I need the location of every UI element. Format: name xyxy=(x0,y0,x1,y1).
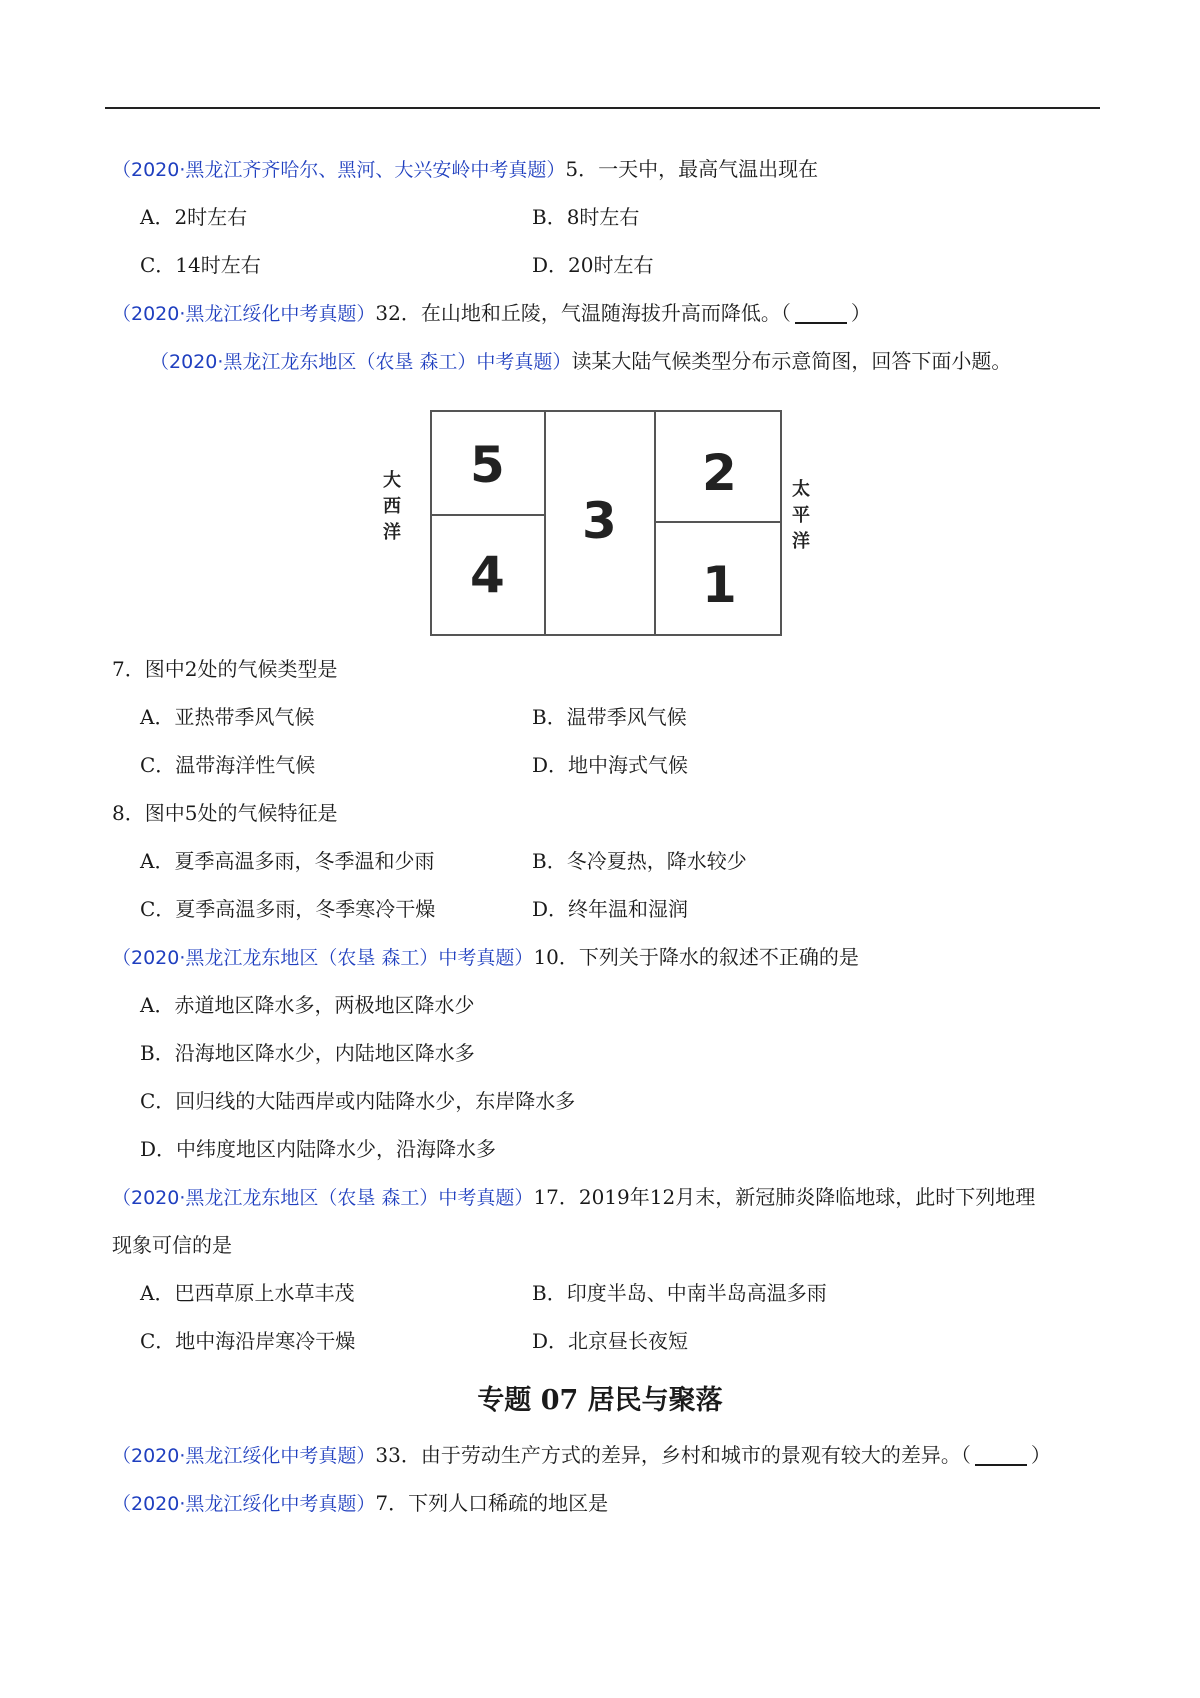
question-tail: ） xyxy=(1030,1443,1051,1467)
question-source: （2020·黑龙江龙东地区（农垦 森工）中考真题） xyxy=(150,351,572,373)
option-c: C．温带海洋性气候 xyxy=(140,753,316,777)
question-stem: 32．在山地和丘陵，气温随海拔升高而降低。（ xyxy=(375,301,791,325)
region-1-label: 1 xyxy=(702,556,737,614)
option-c: C．14时左右 xyxy=(140,253,261,277)
option-b: B．沿海地区降水少，内陆地区降水多 xyxy=(140,1041,475,1065)
option-d: D．地中海式气候 xyxy=(532,753,689,777)
climate-grid xyxy=(430,410,782,636)
question-source: （2020·黑龙江绥化中考真题） xyxy=(112,303,376,325)
region-2-label: 2 xyxy=(702,444,737,502)
option-b: B．印度半岛、中南半岛高温多雨 xyxy=(532,1281,827,1305)
option-a: A．赤道地区降水多，两极地区降水少 xyxy=(140,993,475,1017)
question-stem: 17．2019年12月末，新冠肺炎降临地球，此时下列地理 xyxy=(533,1185,1036,1209)
question-stem: 10．下列关于降水的叙述不正确的是 xyxy=(533,945,859,969)
grid-divider xyxy=(654,521,780,523)
answer-blank xyxy=(975,1444,1027,1466)
answer-blank xyxy=(795,302,847,324)
question-tail: ） xyxy=(850,301,871,325)
region-4-label: 4 xyxy=(470,546,505,604)
option-c: C．回归线的大陆西岸或内陆降水少，东岸降水多 xyxy=(140,1089,576,1113)
option-c: C．夏季高温多雨，冬季寒冷干燥 xyxy=(140,897,436,921)
option-b: B．冬冷夏热，降水较少 xyxy=(532,849,747,873)
option-b: B．8时左右 xyxy=(532,205,640,229)
option-b: B．温带季风气候 xyxy=(532,705,687,729)
option-a: A．亚热带季风气候 xyxy=(140,705,315,729)
group-intro xyxy=(150,346,1011,377)
question-7b xyxy=(112,1488,608,1519)
question-10 xyxy=(112,942,859,973)
question-stem: 5．一天中，最高气温出现在 xyxy=(565,157,819,181)
option-d: D．终年温和湿润 xyxy=(532,897,689,921)
option-d: D．20时左右 xyxy=(532,253,654,277)
question-stem: 33．由于劳动生产方式的差异，乡村和城市的景观有较大的差异。（ xyxy=(375,1443,971,1467)
option-a: A．巴西草原上水草丰茂 xyxy=(140,1281,355,1305)
left-ocean-label: 大西洋 xyxy=(383,470,401,543)
option-a: A．2时左右 xyxy=(140,205,248,229)
question-32 xyxy=(112,298,871,329)
region-5-label: 5 xyxy=(470,436,505,494)
question-source: （2020·黑龙江绥化中考真题） xyxy=(112,1493,376,1515)
option-d: D．中纬度地区内陆降水少，沿海降水多 xyxy=(140,1137,497,1161)
grid-divider xyxy=(654,412,656,634)
question-source: （2020·黑龙江绥化中考真题） xyxy=(112,1445,376,1467)
grid-divider xyxy=(432,514,544,516)
question-source: （2020·黑龙江龙东地区（农垦 森工）中考真题） xyxy=(112,947,534,969)
header-rule xyxy=(105,107,1100,109)
question-stem: 7．下列人口稀疏的地区是 xyxy=(375,1491,609,1515)
question-source: （2020·黑龙江龙东地区（农垦 森工）中考真题） xyxy=(112,1187,534,1209)
question-source: （2020·黑龙江齐齐哈尔、黑河、大兴安岭中考真题） xyxy=(112,159,566,181)
option-a: A．夏季高温多雨，冬季温和少雨 xyxy=(140,849,435,873)
climate-diagram xyxy=(355,405,825,640)
option-c: C．地中海沿岸寒冷干燥 xyxy=(140,1329,356,1353)
question-stem: 读某大陆气候类型分布示意简图，回答下面小题。 xyxy=(571,349,1012,373)
question-33 xyxy=(112,1440,1051,1471)
question-5 xyxy=(112,154,818,185)
option-d: D．北京昼长夜短 xyxy=(532,1329,689,1353)
grid-divider xyxy=(544,412,546,634)
section-heading: 专题 07 居民与聚落 xyxy=(477,1385,723,1416)
question-8: 8．图中5处的气候特征是 xyxy=(112,801,338,825)
region-3-label: 3 xyxy=(582,492,617,550)
right-ocean-label: 太平洋 xyxy=(792,479,810,552)
question-17-continued: 现象可信的是 xyxy=(112,1233,232,1257)
question-7: 7．图中2处的气候类型是 xyxy=(112,657,338,681)
question-17 xyxy=(112,1182,1035,1213)
